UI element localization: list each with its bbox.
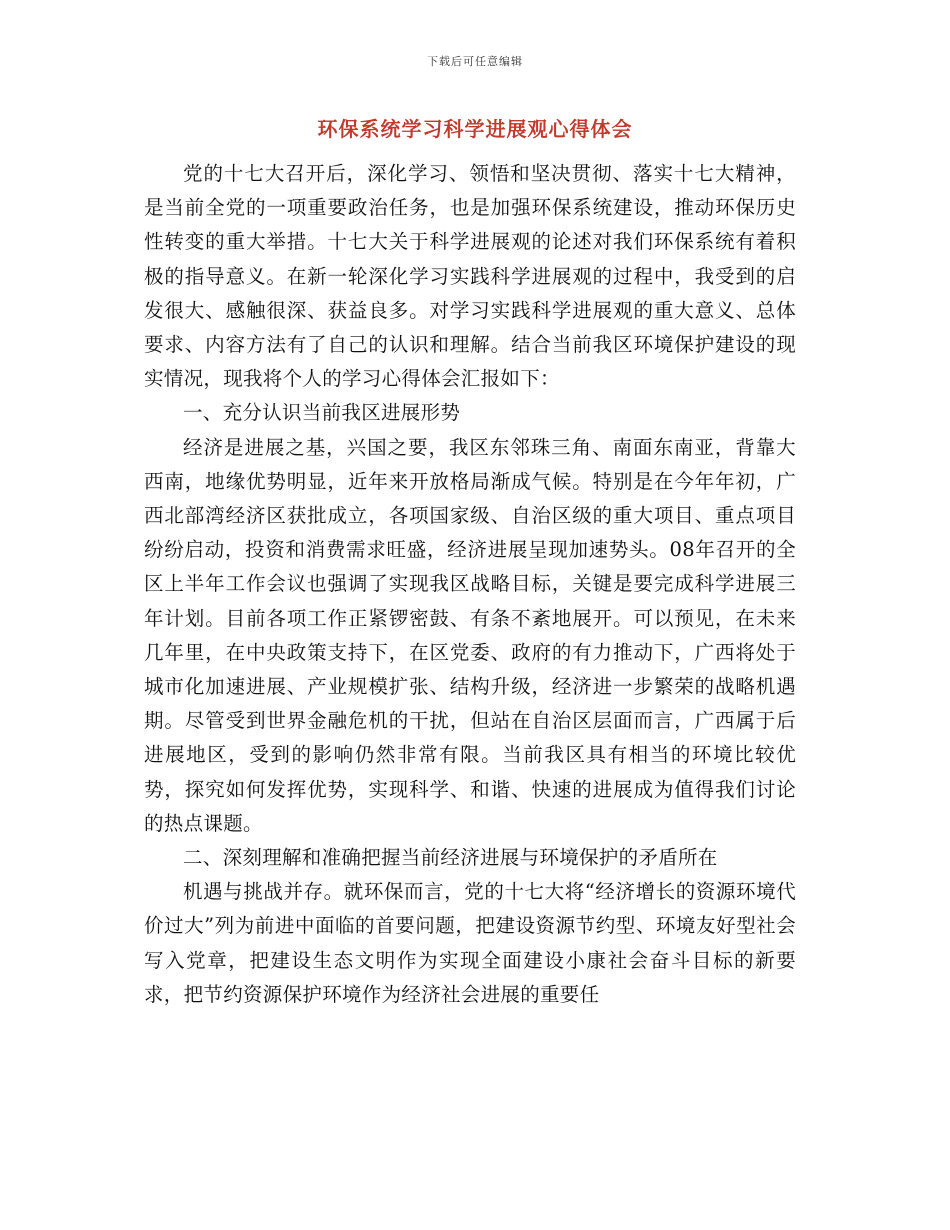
document-body [144,157,796,1012]
header-note: 下载后可任意编辑 [427,55,523,68]
paragraph-intro: 党的十七大召开后，深化学习、领悟和坚决贯彻、落实十七大精神，是当前全党的一项重要政治任务，也是加强环保系统建设，推动环保历史性转变的重大举措。十七大关于科学进展观的论述对我们环保系统有着积极的指导意义。在新一轮深化学习实践科学进展观的过程中，我受到的启发很大、感触很深、获益良多。对学习实践科学进展观的重大意义、总体要求、内容方法有了自己的认识和理解。结合当前我区环境保护建设的现实情况，现我将个人的学习心得体会汇报如下： [144,162,796,391]
paragraph-section-1: 经济是进展之基，兴国之要，我区东邻珠三角、南面东南亚，背靠大西南，地缘优势明显，近年来开放格局渐成气候。特别是在今年年初，广西北部湾经济区获批成立，各项国家级、自治区级的重大项目、重点项目纷纷启动，投资和消费需求旺盛，经济进展呈现加速势头。08年召开的全区上半年工作会议也强调了实现我区战略目标，关键是要完成科学进展三年计划。目前各项工作正紧锣密鼓、有条不紊地展开。可以预见，在未来几年里，在中央政策支持下，在区党委、政府的有力推动下，广西将处于城市化加速进展、产业规模扩张、结构升级，经济进一步繁荣的战略机遇期。尽管受到世界金融危机的干扰，但站在自治区层面而言，广西属于后进展地区，受到的影响仍然非常有限。当前我区具有相当的环境比较优势，探究如何发挥优势，实现科学、和谐、快速的进展成为值得我们讨论的热点课题。 [144,435,796,835]
paragraph-section-2: 机遇与挑战并存。就环保而言，党的十七大将“经济增长的资源环境代价过大”列为前进中面临的首要问题，把建设资源节约型、环境友好型社会写入党章，把建设生态文明作为实现全面建设小康社会奋斗目标的新要求，把节约资源保护环境作为经济社会进展的重要任 [144,880,796,1006]
section-heading-2: 二、深刻理解和准确把握当前经济进展与环境保护的矛盾所在 [183,846,718,870]
document-title: 环保系统学习科学进展观心得体会 [317,117,633,141]
section-heading-1: 一、充分认识当前我区进展形势 [183,401,461,425]
